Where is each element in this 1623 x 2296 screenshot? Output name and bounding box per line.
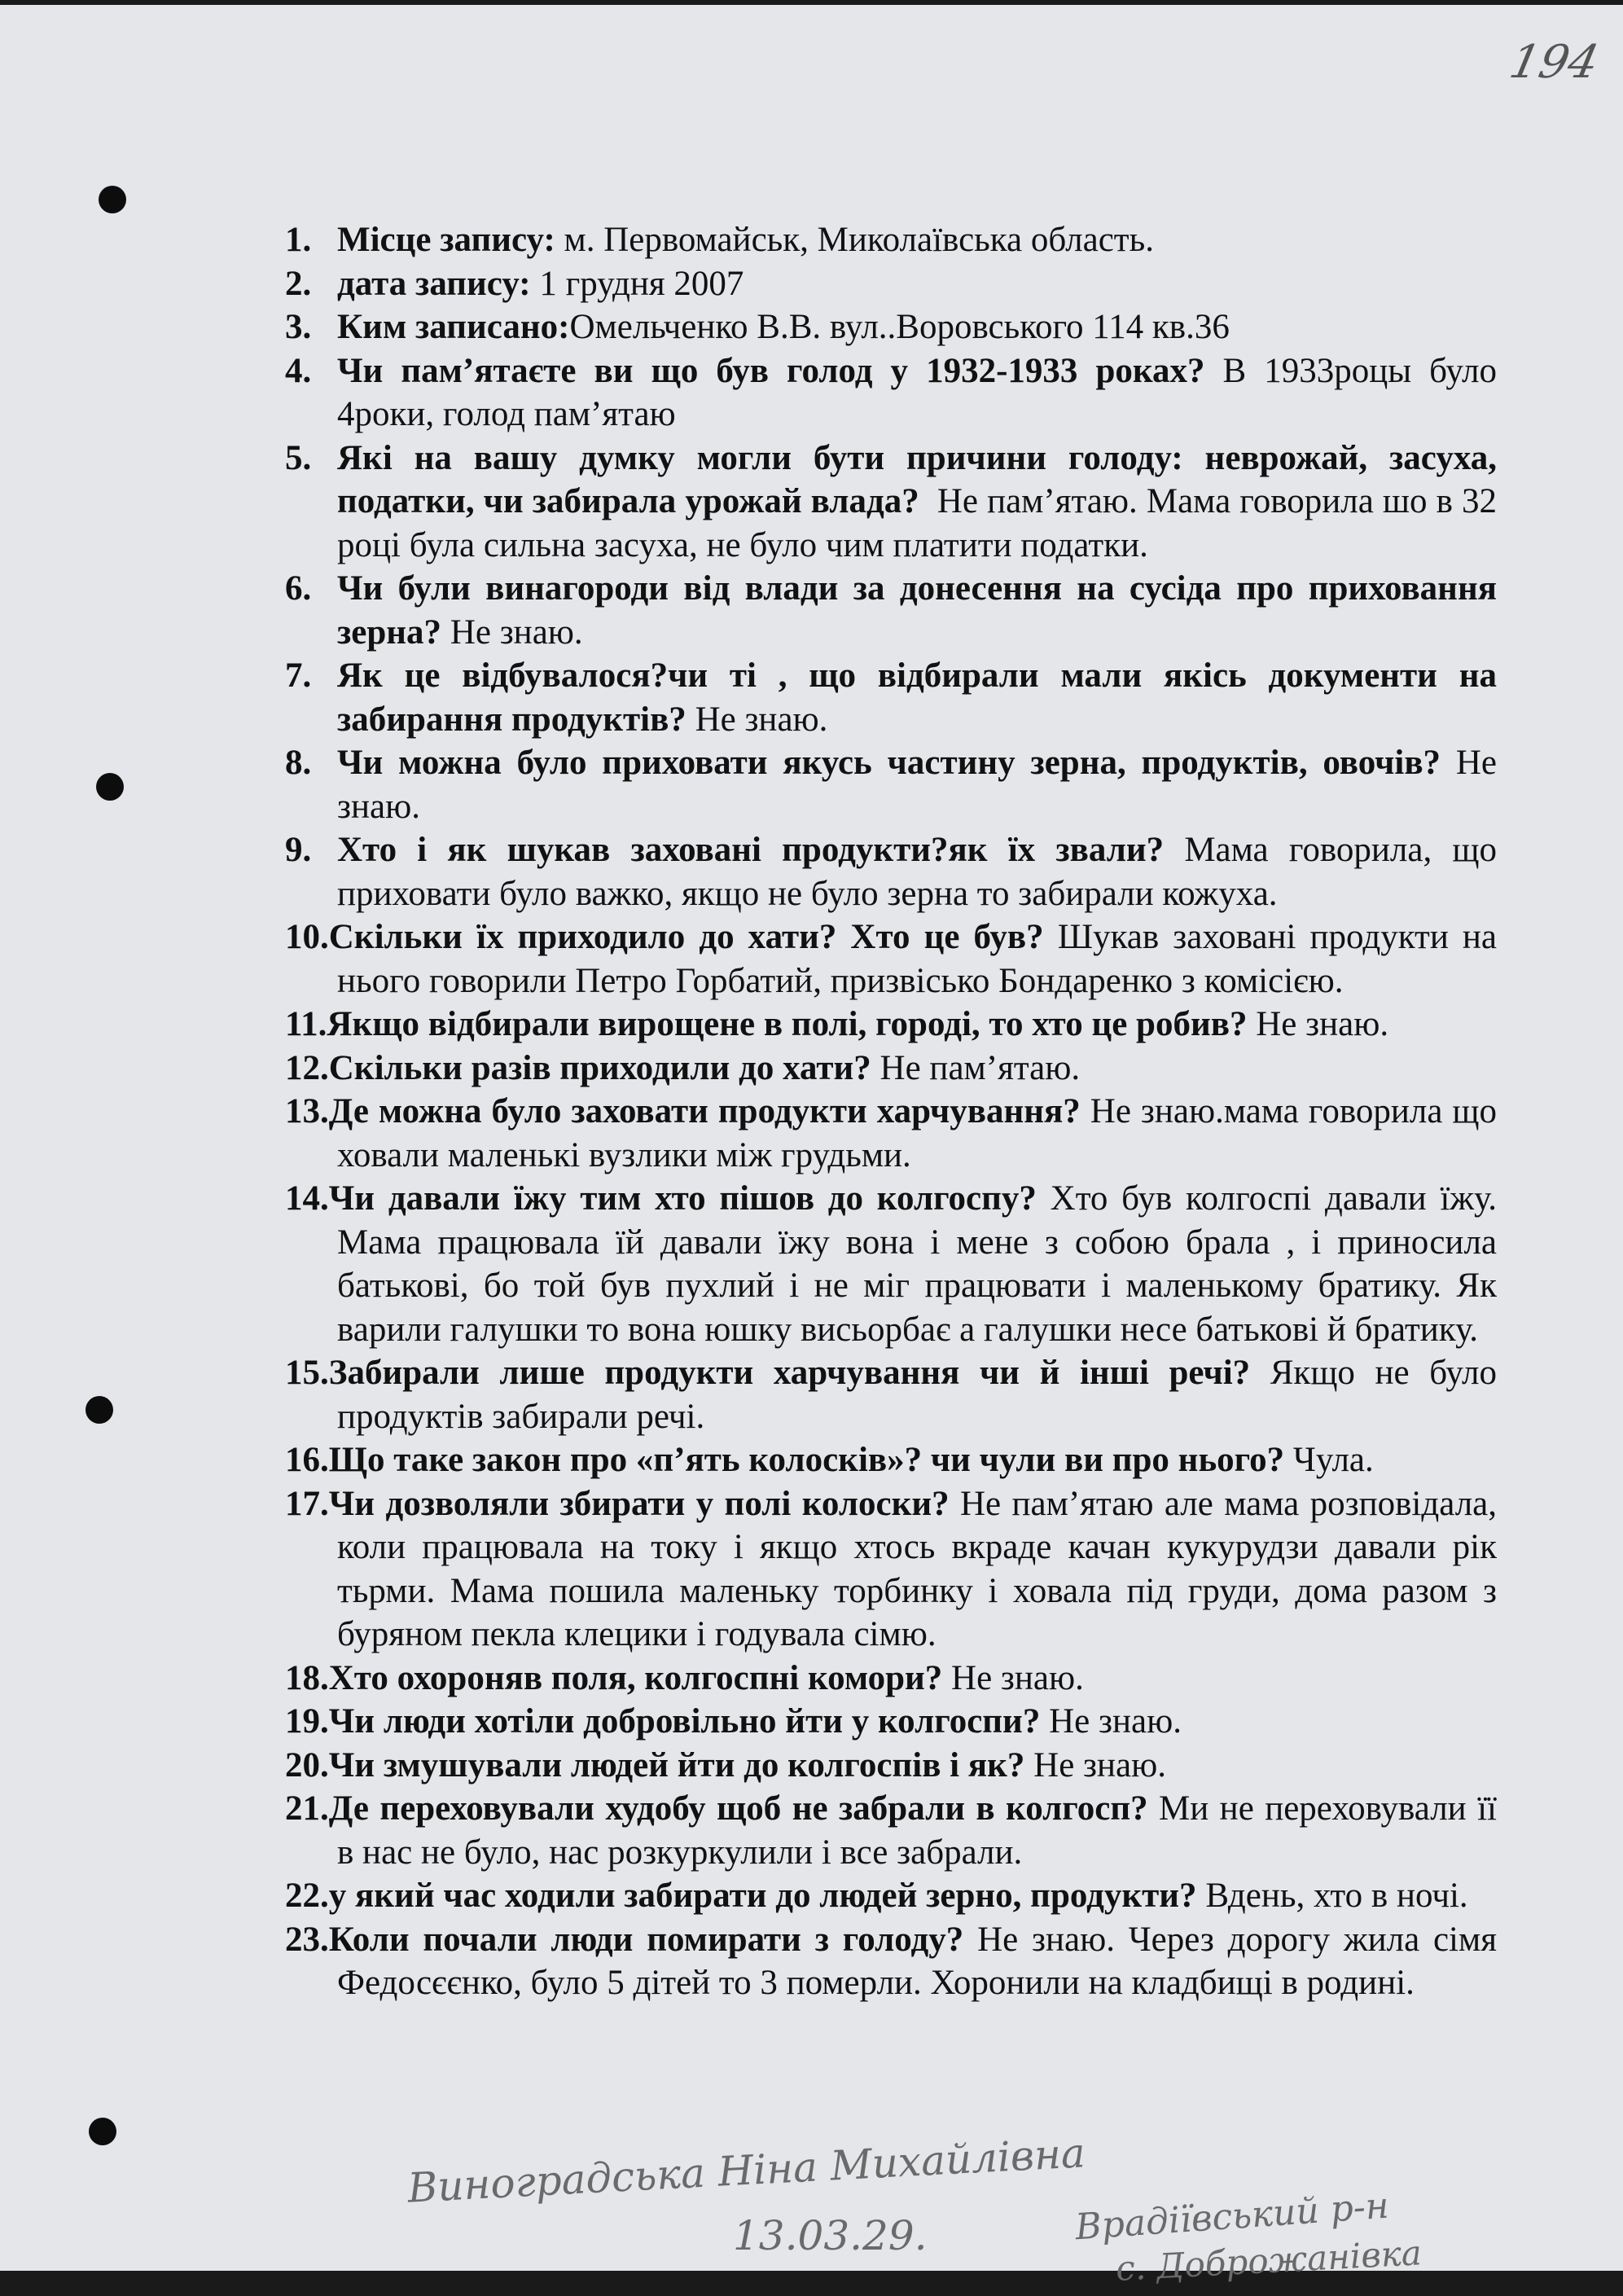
handwritten-date: 13.03.29. bbox=[733, 2212, 928, 2259]
answer-text: Не пам’ятаю. Мама говорила шо в 32 році була сильна засуха, не було чим платити податки. bbox=[337, 482, 1506, 564]
punch-hole bbox=[86, 1396, 113, 1424]
question-text: Ким записано: bbox=[337, 308, 570, 346]
list-item bbox=[285, 741, 1506, 828]
question-text: Що таке закон про «п’ять колосків»? чи чули ви про нього? bbox=[328, 1441, 1285, 1479]
question-text: Чи давали їжу тим хто пішов до колгоспу? bbox=[328, 1179, 1037, 1218]
answer-text: Не знаю. bbox=[1247, 1005, 1389, 1043]
list-item bbox=[285, 1874, 1497, 1918]
item-number: 11. bbox=[285, 1005, 327, 1043]
handwritten-district: Врадіївський р-н bbox=[1073, 2184, 1391, 2249]
answer-text: м. Первомайськ, Миколаївська область. bbox=[555, 221, 1154, 259]
item-number: 17. bbox=[285, 1484, 329, 1523]
question-text: Скільки разів приходили до хати? bbox=[328, 1048, 871, 1087]
question-text: Чи люди хотіли добровільно йти у колгоспи? bbox=[328, 1702, 1041, 1741]
list-item bbox=[285, 1003, 1497, 1047]
list-item bbox=[285, 1482, 1506, 1657]
answer-text: Не знаю. bbox=[1024, 1745, 1167, 1785]
question-text: Хто охороняв поля, колгоспні комори? bbox=[328, 1658, 943, 1697]
item-number: 4. bbox=[285, 351, 312, 390]
answer-text: Не знаю. bbox=[1040, 1702, 1182, 1741]
answer-text: Ми не переховували її в нас не було, нас розкуркулили і все забрали. bbox=[337, 1789, 1506, 1872]
answer-text: Не знаю.мама говорила що ховали маленькі вузлики між грудьми. bbox=[337, 1092, 1506, 1174]
question-text: дата запису: bbox=[337, 264, 531, 303]
answer-text: Якщо не було продуктів забирали речі. bbox=[337, 1354, 1506, 1436]
answer-text: Не знаю. bbox=[942, 1658, 1084, 1697]
list-item bbox=[285, 218, 1497, 262]
answer-text: 1 грудня 2007 bbox=[530, 264, 744, 303]
item-number: 7. bbox=[285, 656, 312, 695]
list-item bbox=[285, 305, 1497, 349]
question-text: Забирали лише продукти харчування чи й інші речі? bbox=[328, 1354, 1251, 1392]
page-number: 194 bbox=[1505, 36, 1603, 89]
list-item bbox=[285, 1657, 1497, 1701]
list-item bbox=[285, 1438, 1497, 1482]
handwritten-name: Виноградська Ніна Михайлівна bbox=[406, 2129, 1087, 2212]
item-number: 20. bbox=[285, 1745, 329, 1785]
item-number: 10. bbox=[285, 918, 329, 956]
question-text: Чи можна було приховати якусь частину зерна, продуктів, овочів? bbox=[337, 744, 1441, 782]
question-text: Які на вашу думку могли бути причини голоду: неврожай, засуха, податки, чи забирала урожай влада? bbox=[337, 438, 1497, 520]
handwritten-village: с. Доброжанівка bbox=[1114, 2232, 1423, 2289]
item-number: 8. bbox=[285, 744, 312, 782]
list-item bbox=[285, 1700, 1497, 1744]
question-text: Скільки їх приходило до хати? Хто це був? bbox=[328, 918, 1044, 956]
list-item bbox=[285, 1744, 1497, 1788]
item-number: 15. bbox=[285, 1354, 329, 1392]
list-item bbox=[285, 567, 1497, 654]
question-text: Як це відбувалося?чи ті , що відбирали мали якісь документи на забирання продуктів? bbox=[337, 656, 1497, 739]
question-text: Якщо відбирали вирощене в полі, городі, то хто це робив? bbox=[327, 1005, 1248, 1043]
question-text: Чи пам’ятаєте ви що був голод у 1932-1933 роках? bbox=[337, 351, 1205, 390]
answer-text: Не пам’ятаю але мама розповідала, коли працювала на току і якщо хтось вкраде качан кукурудзи давали рік тьрми. Мама пошила маленьку торбинку і ховала під груди, дома разом з буряном пекла клецики і годувала сімю. bbox=[337, 1484, 1506, 1653]
document-page bbox=[0, 5, 1623, 2289]
list-item bbox=[285, 1177, 1506, 1351]
item-number: 14. bbox=[285, 1179, 329, 1218]
question-text: Де можна було заховати продукти харчування? bbox=[328, 1092, 1081, 1130]
item-number: 23. bbox=[285, 1920, 329, 1959]
item-number: 3. bbox=[285, 308, 312, 346]
answer-text: Не знаю. Через дорогу жила сімя Федосєєнко, було 5 дітей то 3 померли. Хоронили на кладбищі в родині. bbox=[337, 1920, 1506, 2002]
question-text: Хто і як шукав заховані продукти?як їх звали? bbox=[337, 831, 1165, 869]
list-item bbox=[285, 1090, 1506, 1177]
question-text: Місце запису: bbox=[337, 221, 555, 259]
question-list bbox=[285, 218, 1506, 2005]
punch-hole bbox=[89, 2118, 116, 2145]
item-number: 21. bbox=[285, 1789, 329, 1828]
answer-text: В 1933роцы було 4роки, голод пам’ятаю bbox=[337, 351, 1506, 433]
item-number: 12. bbox=[285, 1048, 329, 1087]
list-item bbox=[285, 1787, 1506, 1874]
question-text: Чи змушували людей йти до колгоспів і як? bbox=[328, 1745, 1025, 1785]
answer-text: Омельченко В.В. вул..Воровського 114 кв.36 bbox=[569, 308, 1230, 346]
item-number: 2. bbox=[285, 264, 312, 303]
question-text: Чи були винагороди від влади за донесення на сусіда про приховання зерна? bbox=[337, 569, 1497, 652]
question-text: Де переховували худобу щоб не забрали в колгосп? bbox=[328, 1789, 1148, 1828]
answer-text: Мама говорила, що приховати було важко, якщо не було зерна то забирали кожуха. bbox=[337, 831, 1506, 913]
item-number: 18. bbox=[285, 1658, 329, 1697]
item-number: 6. bbox=[285, 569, 312, 608]
list-item bbox=[285, 1351, 1506, 1438]
punch-hole bbox=[99, 186, 126, 213]
answer-text: Вдень, хто в ночі. bbox=[1196, 1877, 1468, 1915]
answer-text: Не знаю. bbox=[337, 744, 1506, 826]
list-item bbox=[285, 654, 1497, 741]
question-text: Чи дозволяли збирати у полі колоски? bbox=[328, 1484, 950, 1523]
answer-text: Не знаю. bbox=[686, 700, 828, 739]
item-number: 5. bbox=[285, 438, 312, 477]
item-number: 9. bbox=[285, 831, 312, 869]
answer-text: Чула. bbox=[1284, 1441, 1374, 1479]
item-number: 19. bbox=[285, 1702, 329, 1741]
list-item bbox=[285, 828, 1506, 915]
list-item bbox=[285, 349, 1506, 437]
item-number: 1. bbox=[285, 221, 312, 259]
list-item bbox=[285, 1047, 1497, 1091]
list-item bbox=[285, 915, 1506, 1003]
punch-hole bbox=[96, 773, 124, 801]
list-item bbox=[285, 262, 1497, 306]
answer-text: Шукав заховані продукти на нього говорили Петро Горбатий, призвісько Бондаренко з комісією. bbox=[337, 918, 1506, 1000]
item-number: 22. bbox=[285, 1877, 329, 1915]
answer-text: Не пам’ятаю. bbox=[871, 1048, 1081, 1087]
list-item bbox=[285, 1918, 1506, 2005]
question-text: Коли почали люди помирати з голоду? bbox=[328, 1920, 964, 1959]
item-number: 16. bbox=[285, 1441, 329, 1479]
item-number: 13. bbox=[285, 1092, 329, 1130]
question-text: у який час ходили забирати до людей зерно, продукти? bbox=[328, 1877, 1197, 1915]
list-item bbox=[285, 437, 1506, 568]
answer-text: Хто був колгоспі давали їжу. Мама працювала їй давали їжу вона і мене з собою брала , і приносила батькові, бо той був пухлий і не міг працювати і маленькому братику. Як варили галушки то вона юшку висьорбає а галушки несе батькові й братику. bbox=[337, 1179, 1506, 1349]
answer-text: Не знаю. bbox=[441, 612, 583, 652]
